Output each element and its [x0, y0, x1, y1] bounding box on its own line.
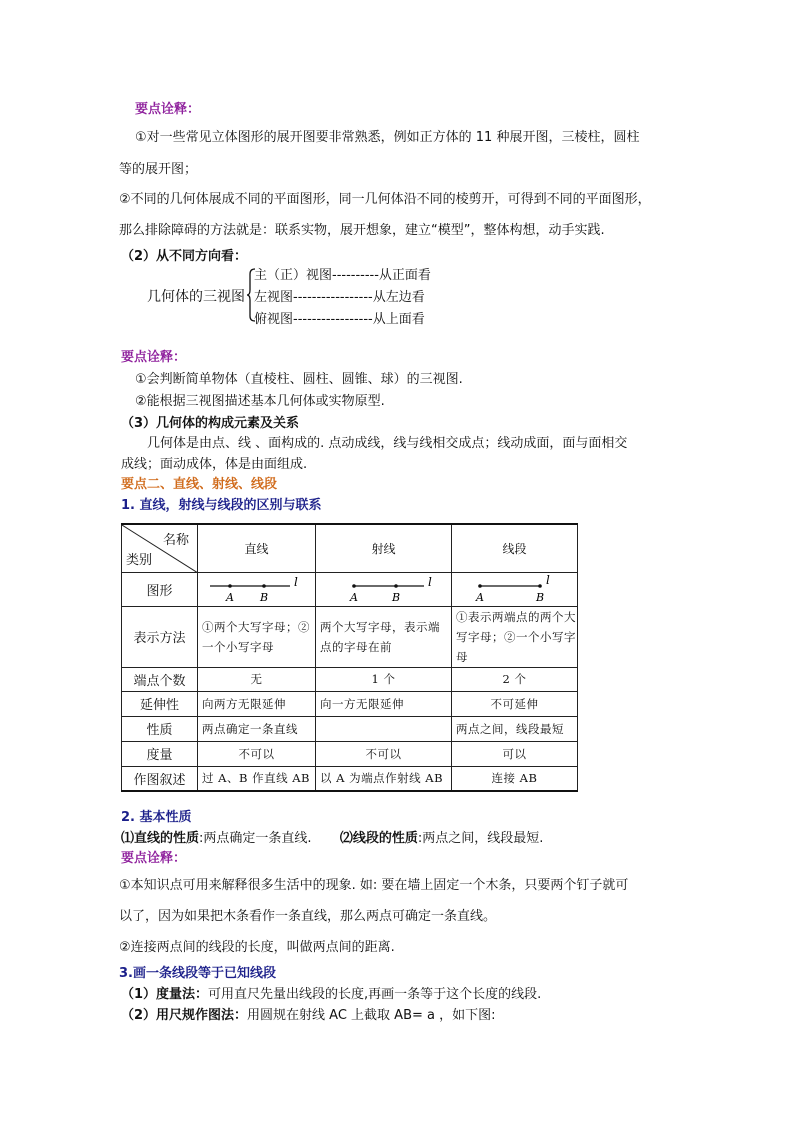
row-header-endpoints: 端点个数 — [122, 667, 198, 691]
point-a-label: A — [475, 591, 484, 604]
ray-figure — [324, 574, 444, 604]
section2-title: （2）从不同方向看： — [121, 249, 248, 264]
corner-category-label: 类别 — [126, 552, 153, 568]
cell-ray-notation: 两个大写字母，表示端点的字母在前 — [316, 606, 452, 667]
method2-label: （2）用尺规作图法： — [121, 1008, 248, 1023]
table-row — [122, 572, 578, 606]
cell-line-extension: 向两方无限延伸 — [198, 691, 316, 716]
method1-label: （1）度量法： — [121, 987, 209, 1002]
note1-title: 要点诠释： — [135, 102, 201, 117]
figure-line-cell — [198, 572, 316, 606]
view-left: 左视图-----------------从左边看 — [254, 290, 425, 305]
row-header-measure: 度量 — [122, 741, 198, 766]
segment-property-text: :两点之间，线段最短. — [417, 831, 544, 846]
cell-line-endpoints: 无 — [198, 667, 316, 691]
ray-l-label: l — [427, 575, 432, 589]
segment-property-label: ⑵线段的性质 — [339, 831, 418, 846]
view-front: 主（正）视图----------从正面看 — [254, 268, 431, 283]
line-property-label: ⑴直线的性质 — [121, 831, 200, 846]
table-row — [122, 667, 578, 691]
section3-line2: 成线；面动成体，体是由面组成. — [121, 457, 308, 472]
cell-segment-property: 两点之间，线段最短 — [452, 716, 578, 741]
cell-line-construction: 过 A、B 作直线 AB — [198, 766, 316, 791]
col-header-segment: 线段 — [452, 524, 578, 572]
cell-segment-notation: ①表示两端点的两个大写字母；②一个小写字母 — [452, 606, 578, 667]
section3-line1: 几何体是由点、线 、面构成的. 点动成线，线与线相交成点；线动成面，面与面相交 — [147, 436, 628, 451]
subsec3-title: 3.画一条线段等于已知线段 — [119, 966, 276, 981]
table-row — [122, 716, 578, 741]
row-header-notation: 表示方法 — [122, 606, 198, 667]
cell-line-measure: 不可以 — [198, 741, 316, 766]
note1-line4: 那么排除障碍的方法就是：联系实物，展开想象，建立“模型”，整体构想，动手实践. — [119, 223, 605, 238]
line-l-label: l — [293, 575, 298, 589]
cell-segment-extension: 不可延伸 — [452, 691, 578, 716]
comparison-table — [121, 523, 578, 792]
note2-title: 要点诠释： — [121, 350, 187, 365]
point-b-label: B — [391, 591, 400, 604]
point-a-label: A — [349, 591, 358, 604]
note3-title: 要点诠释： — [121, 851, 187, 866]
note1-line1: ①对一些常见立体图形的展开图要非常熟悉，例如正方体的 11 种展开图，三棱柱，圆柱 — [135, 130, 640, 145]
figure-ray-cell — [316, 572, 452, 606]
table-row — [122, 741, 578, 766]
row-header-extension: 延伸性 — [122, 691, 198, 716]
table-row — [122, 691, 578, 716]
cell-ray-property — [316, 716, 452, 741]
cell-line-notation: ①两个大写字母；②一个小写字母 — [198, 606, 316, 667]
view-top: 俯视图-----------------从上面看 — [254, 312, 425, 327]
line-property-text: :两点确定一条直线. — [199, 831, 312, 846]
cell-ray-construction: 以 A 为端点作射线 AB — [316, 766, 452, 791]
subsec1-title: 1. 直线，射线与线段的区别与联系 — [121, 498, 322, 513]
method1-line — [121, 983, 541, 1002]
three-view-label: 几何体的三视图 — [147, 289, 245, 305]
note2-line1: ①会判断简单物体（直棱柱、圆柱、圆锥、球）的三视图. — [135, 372, 463, 387]
method2-text: 用圆规在射线 AC 上截取 AB= a ，如下图: — [247, 1008, 496, 1023]
figure-segment-cell — [452, 572, 578, 606]
cell-ray-endpoints: 1 个 — [316, 667, 452, 691]
row-header-property: 性质 — [122, 716, 198, 741]
row-header-construction: 作图叙述 — [122, 766, 198, 791]
col-header-ray: 射线 — [316, 524, 452, 572]
segment-l-label: l — [545, 574, 550, 587]
note1-line2: 等的展开图； — [119, 162, 198, 177]
method1-text: 可用直尺先量出线段的长度,再画一条等于这个长度的线段. — [208, 987, 542, 1002]
note1-line3: ②不同的几何体展成不同的平面图形，同一几何体沿不同的棱剪开，可得到不同的平面图形， — [119, 192, 651, 207]
point-b-label: B — [259, 591, 268, 604]
basic-properties-line — [121, 827, 543, 846]
subsec2-title: 2. 基本性质 — [121, 810, 192, 825]
method2-line — [121, 1004, 496, 1023]
note3-line1: ①本知识点可用来解释很多生活中的现象. 如: 要在墙上固定一个木条，只要两个钉子就可 — [119, 878, 629, 893]
note3-line3: ②连接两点间的线段的长度，叫做两点间的距离. — [119, 940, 395, 955]
cell-segment-measure: 可以 — [452, 741, 578, 766]
col-header-line: 直线 — [198, 524, 316, 572]
corner-name-label: 名称 — [162, 533, 189, 548]
note2-line2: ②能根据三视图描述基本几何体或实物原型. — [135, 394, 385, 409]
table-corner-cell — [122, 524, 198, 572]
cell-segment-endpoints: 2 个 — [452, 667, 578, 691]
cell-ray-extension: 向一方无限延伸 — [316, 691, 452, 716]
table-row — [122, 766, 578, 791]
table-row — [122, 606, 578, 667]
note3-line2: 以了，因为如果把木条看作一条直线，那么两点可确定一条直线。 — [119, 909, 497, 924]
section3-title: （3）几何体的构成元素及关系 — [121, 416, 300, 431]
point-a-label: A — [225, 591, 234, 604]
cell-ray-measure: 不可以 — [316, 741, 452, 766]
cell-segment-construction: 连接 AB — [452, 766, 578, 791]
keypoint2-title: 要点二、直线、射线、线段 — [121, 477, 278, 492]
line-figure — [202, 574, 312, 604]
point-b-label: B — [535, 591, 544, 604]
cell-line-property: 两点确定一条直线 — [198, 716, 316, 741]
segment-figure — [460, 574, 570, 604]
row-header-figure: 图形 — [122, 572, 198, 606]
